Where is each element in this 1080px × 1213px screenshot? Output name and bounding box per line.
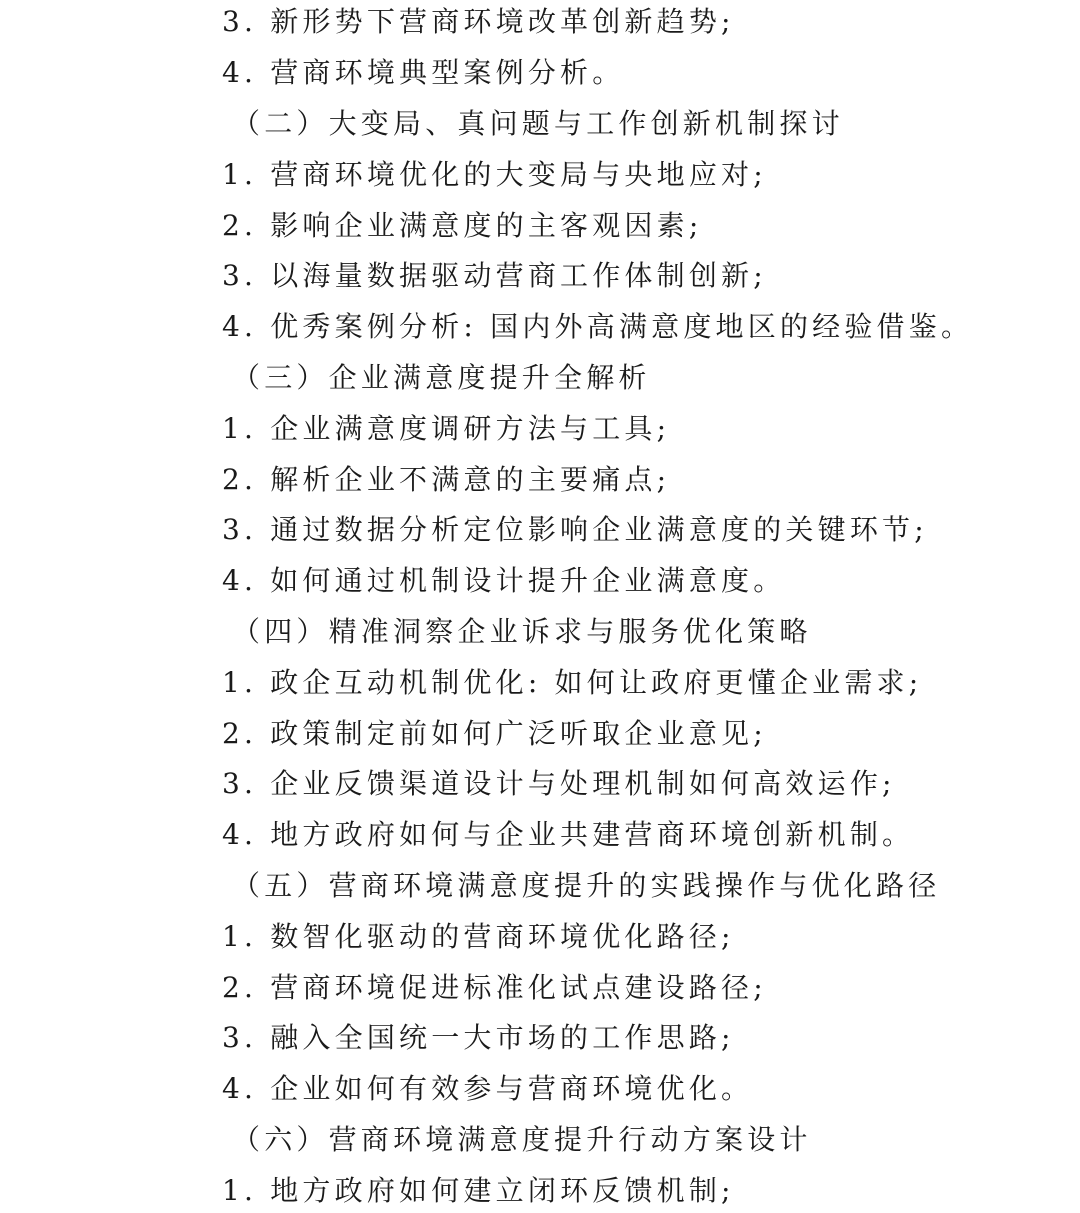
list-item: 1. 地方政府如何建立闭环反馈机制; xyxy=(222,1174,735,1207)
list-item: 3. 企业反馈渠道设计与处理机制如何高效运作; xyxy=(222,767,896,800)
section-heading: （二）大变局、真问题与工作创新机制探讨 xyxy=(232,107,844,140)
list-item: 4. 优秀案例分析: 国内外高满意度地区的经验借鉴。 xyxy=(222,310,974,343)
list-item: 3. 新形势下营商环境改革创新趋势; xyxy=(222,5,735,38)
list-item: 1. 数智化驱动的营商环境优化路径; xyxy=(222,920,735,953)
list-item: 2. 影响企业满意度的主客观因素; xyxy=(222,209,703,242)
list-item: 4. 地方政府如何与企业共建营商环境创新机制。 xyxy=(222,818,915,851)
list-item: 1. 营商环境优化的大变局与央地应对; xyxy=(222,158,767,191)
list-item: 1. 企业满意度调研方法与工具; xyxy=(222,412,671,445)
list-item: 4. 如何通过机制设计提升企业满意度。 xyxy=(222,564,786,597)
list-item: 2. 解析企业不满意的主要痛点; xyxy=(222,463,671,496)
list-item: 1. 政企互动机制优化: 如何让政府更懂企业需求; xyxy=(222,666,923,699)
section-heading: （五）营商环境满意度提升的实践操作与优化路径 xyxy=(232,869,941,902)
section-heading: （六）营商环境满意度提升行动方案设计 xyxy=(232,1123,812,1156)
section-heading: （三）企业满意度提升全解析 xyxy=(232,361,651,394)
list-item: 3. 通过数据分析定位影响企业满意度的关键环节; xyxy=(222,513,928,546)
list-item: 3. 以海量数据驱动营商工作体制创新; xyxy=(222,259,767,292)
list-item: 2. 政策制定前如何广泛听取企业意见; xyxy=(222,717,767,750)
list-item: 2. 营商环境促进标准化试点建设路径; xyxy=(222,971,767,1004)
section-heading: （四）精准洞察企业诉求与服务优化策略 xyxy=(232,615,812,648)
list-item: 4. 企业如何有效参与营商环境优化。 xyxy=(222,1072,754,1105)
list-item: 3. 融入全国统一大市场的工作思路; xyxy=(222,1021,735,1054)
list-item: 4. 营商环境典型案例分析。 xyxy=(222,56,625,89)
